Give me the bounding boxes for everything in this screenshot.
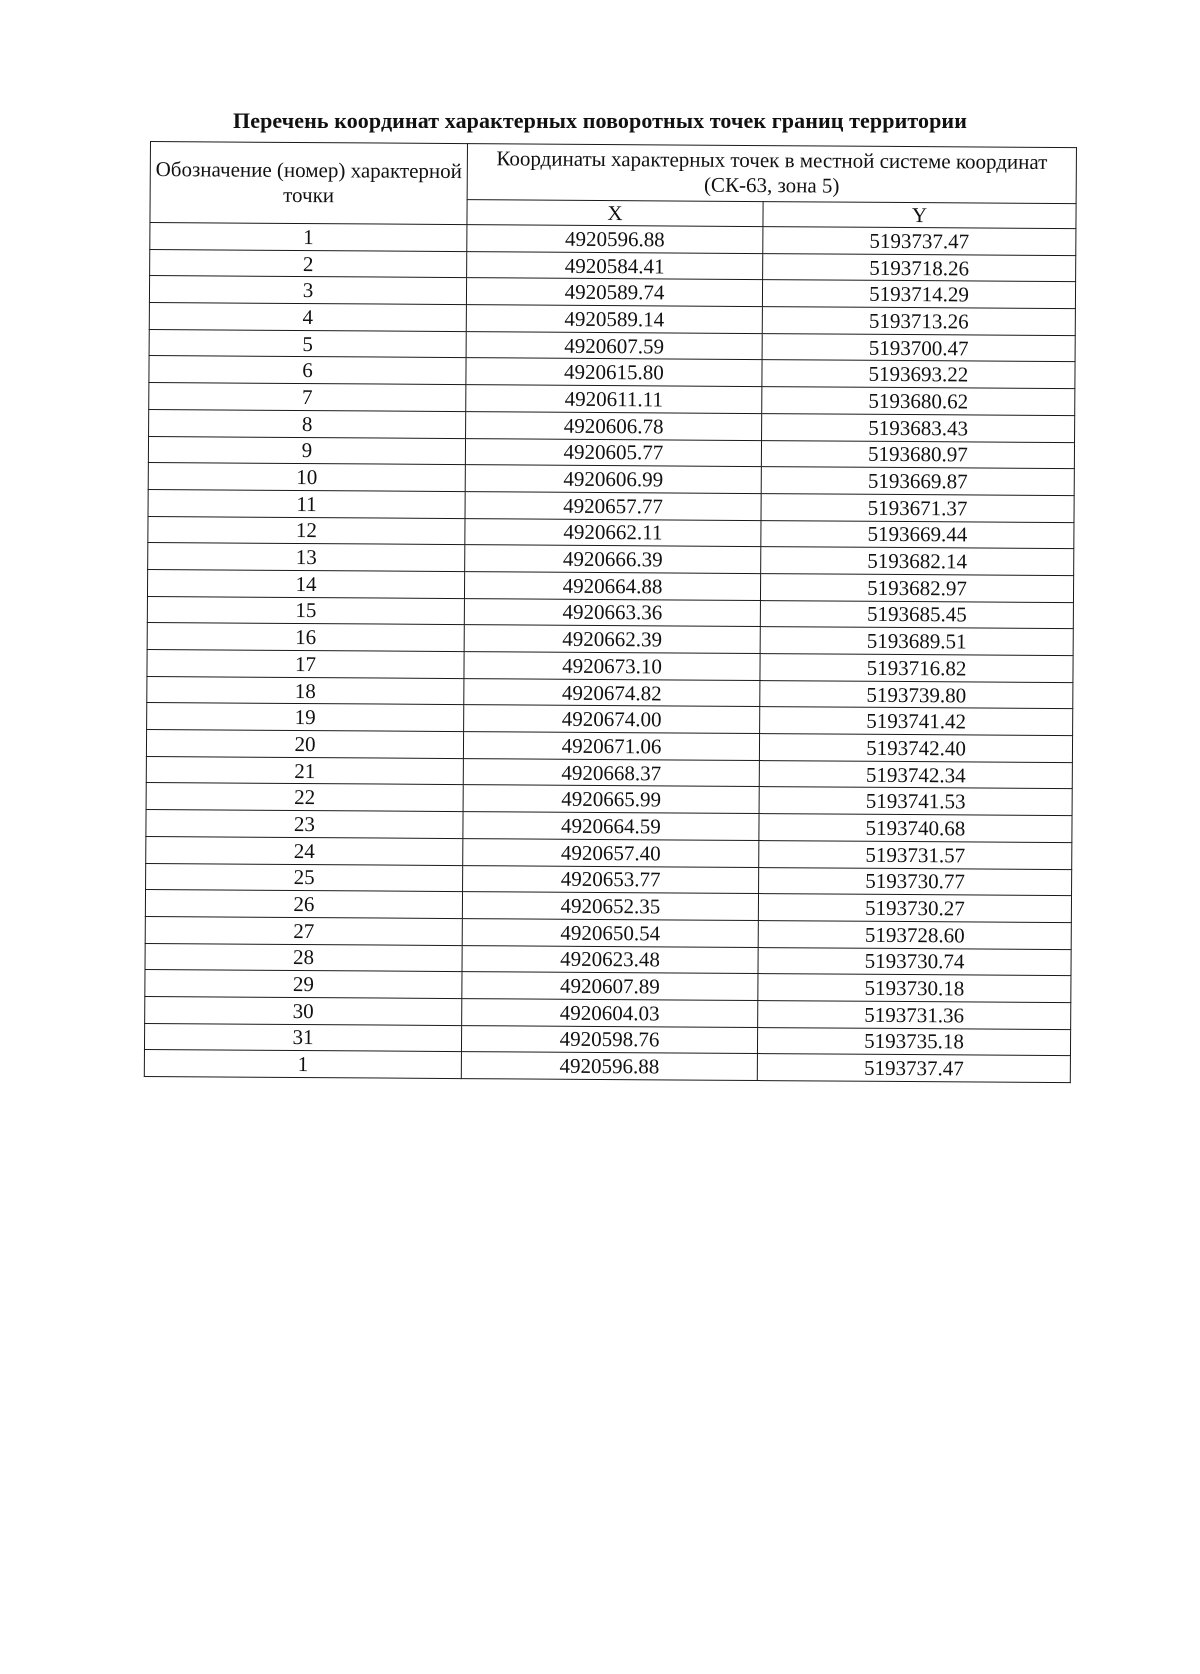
- point-number-cell: 27: [145, 916, 462, 945]
- y-coordinate-cell: 5193683.43: [762, 413, 1075, 442]
- x-coordinate-cell: 4920605.77: [465, 438, 761, 467]
- point-number-cell: 13: [148, 543, 465, 572]
- y-coordinate-cell: 5193682.14: [761, 547, 1074, 576]
- y-coordinate-cell: 5193731.36: [758, 1000, 1071, 1029]
- x-coordinate-cell: 4920607.59: [466, 331, 762, 360]
- y-coordinate-cell: 5193718.26: [763, 253, 1076, 282]
- header-y: Y: [763, 201, 1076, 228]
- point-number-cell: 24: [146, 836, 463, 865]
- point-number-cell: 9: [148, 436, 465, 465]
- point-number-cell: 10: [148, 463, 465, 492]
- y-coordinate-cell: 5193728.60: [758, 920, 1071, 949]
- y-coordinate-cell: 5193689.51: [760, 627, 1073, 656]
- x-coordinate-cell: 4920607.89: [462, 972, 758, 1001]
- point-number-cell: 26: [145, 890, 462, 919]
- x-coordinate-cell: 4920584.41: [467, 251, 763, 280]
- table-row: [144, 1050, 1070, 1083]
- point-number-cell: 20: [146, 730, 463, 759]
- point-number-cell: 30: [145, 996, 462, 1025]
- y-coordinate-cell: 5193716.82: [760, 654, 1073, 683]
- point-number-cell: 15: [147, 596, 464, 625]
- x-coordinate-cell: 4920662.11: [465, 518, 761, 547]
- coordinates-table: [144, 141, 1077, 1083]
- point-number-cell: 1: [144, 1050, 461, 1079]
- table-header: [150, 142, 1077, 229]
- y-coordinate-cell: 5193741.53: [759, 787, 1072, 816]
- y-coordinate-cell: 5193730.18: [758, 974, 1071, 1003]
- y-coordinate-cell: 5193735.18: [757, 1027, 1070, 1056]
- x-coordinate-cell: 4920611.11: [466, 385, 762, 414]
- point-number-cell: 11: [148, 489, 465, 518]
- point-number-cell: 17: [147, 649, 464, 678]
- x-coordinate-cell: 4920596.88: [467, 225, 763, 254]
- x-coordinate-cell: 4920598.76: [461, 1025, 757, 1054]
- table-body: [144, 223, 1076, 1083]
- header-point-number: Обозначение (номер) характерной точки: [150, 142, 468, 225]
- y-coordinate-cell: 5193685.45: [760, 600, 1073, 629]
- x-coordinate-cell: 4920615.80: [466, 358, 762, 387]
- y-coordinate-cell: 5193741.42: [760, 707, 1073, 736]
- x-coordinate-cell: 4920665.99: [463, 785, 759, 814]
- point-number-cell: 8: [149, 409, 466, 438]
- y-coordinate-cell: 5193671.37: [761, 493, 1074, 522]
- point-number-cell: 14: [147, 569, 464, 598]
- y-coordinate-cell: 5193682.97: [760, 573, 1073, 602]
- y-coordinate-cell: 5193731.57: [759, 840, 1072, 869]
- point-number-cell: 3: [149, 276, 466, 305]
- y-coordinate-cell: 5193713.26: [762, 307, 1075, 336]
- x-coordinate-cell: 4920662.39: [464, 625, 760, 654]
- x-coordinate-cell: 4920604.03: [462, 999, 758, 1028]
- point-number-cell: 12: [148, 516, 465, 545]
- y-coordinate-cell: 5193730.77: [759, 867, 1072, 896]
- x-coordinate-cell: 4920664.59: [463, 812, 759, 841]
- y-coordinate-cell: 5193742.34: [759, 760, 1072, 789]
- point-number-cell: 7: [149, 383, 466, 412]
- y-coordinate-cell: 5193737.47: [757, 1054, 1070, 1083]
- x-coordinate-cell: 4920674.00: [464, 705, 760, 734]
- point-number-cell: 31: [144, 1023, 461, 1052]
- x-coordinate-cell: 4920671.06: [463, 732, 759, 761]
- x-coordinate-cell: 4920606.99: [465, 465, 761, 494]
- y-coordinate-cell: 5193669.44: [761, 520, 1074, 549]
- point-number-cell: 28: [145, 943, 462, 972]
- point-number-cell: 29: [145, 970, 462, 999]
- point-number-cell: 22: [146, 783, 463, 812]
- y-coordinate-cell: 5193730.74: [758, 947, 1071, 976]
- x-coordinate-cell: 4920623.48: [462, 945, 758, 974]
- y-coordinate-cell: 5193740.68: [759, 814, 1072, 843]
- y-coordinate-cell: 5193730.27: [758, 894, 1071, 923]
- point-number-cell: 6: [149, 356, 466, 385]
- y-coordinate-cell: 5193693.22: [762, 360, 1075, 389]
- point-number-cell: 1: [150, 223, 467, 252]
- point-number-cell: 2: [150, 249, 467, 278]
- x-coordinate-cell: 4920666.39: [465, 545, 761, 574]
- header-x: X: [467, 199, 763, 226]
- point-number-cell: 23: [146, 810, 463, 839]
- y-coordinate-cell: 5193680.97: [761, 440, 1074, 469]
- x-coordinate-cell: 4920596.88: [461, 1052, 757, 1081]
- point-number-cell: 5: [149, 329, 466, 358]
- header-coordinates: Координаты характерных точек в местной системе координат (СК-63, зона 5): [467, 144, 1076, 204]
- x-coordinate-cell: 4920673.10: [464, 652, 760, 681]
- x-coordinate-cell: 4920663.36: [464, 598, 760, 627]
- y-coordinate-cell: 5193680.62: [762, 387, 1075, 416]
- x-coordinate-cell: 4920589.74: [466, 278, 762, 307]
- point-number-cell: 4: [149, 303, 466, 332]
- x-coordinate-cell: 4920606.78: [466, 411, 762, 440]
- x-coordinate-cell: 4920664.88: [464, 572, 760, 601]
- x-coordinate-cell: 4920653.77: [463, 865, 759, 894]
- x-coordinate-cell: 4920674.82: [464, 678, 760, 707]
- x-coordinate-cell: 4920668.37: [463, 758, 759, 787]
- y-coordinate-cell: 5193700.47: [762, 333, 1075, 362]
- page-title: Перечень координат характерных поворотных точек границ территории: [233, 108, 967, 133]
- point-number-cell: 25: [146, 863, 463, 892]
- x-coordinate-cell: 4920589.14: [466, 305, 762, 334]
- y-coordinate-cell: 5193739.80: [760, 680, 1073, 709]
- point-number-cell: 16: [147, 623, 464, 652]
- point-number-cell: 21: [146, 756, 463, 785]
- point-number-cell: 19: [147, 703, 464, 732]
- x-coordinate-cell: 4920657.40: [463, 838, 759, 867]
- y-coordinate-cell: 5193714.29: [762, 280, 1075, 309]
- y-coordinate-cell: 5193737.47: [763, 227, 1076, 256]
- x-coordinate-cell: 4920652.35: [462, 892, 758, 921]
- y-coordinate-cell: 5193669.87: [761, 467, 1074, 496]
- x-coordinate-cell: 4920657.77: [465, 491, 761, 520]
- y-coordinate-cell: 5193742.40: [759, 734, 1072, 763]
- x-coordinate-cell: 4920650.54: [462, 918, 758, 947]
- point-number-cell: 18: [147, 676, 464, 705]
